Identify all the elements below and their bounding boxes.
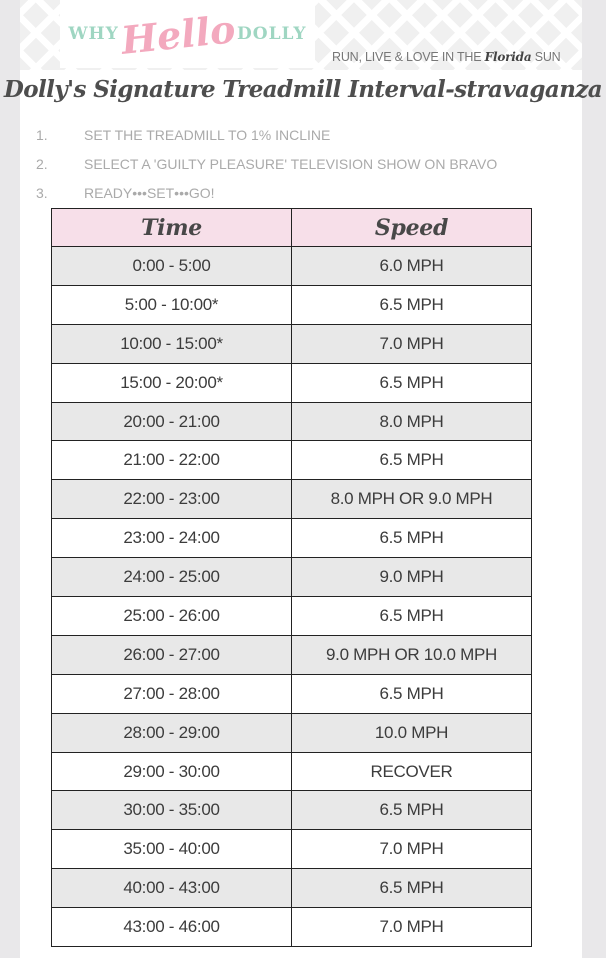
table-row [52, 752, 532, 791]
table-row [52, 402, 532, 441]
step-number: 3. [36, 185, 48, 201]
speed-cell: RECOVER [292, 752, 532, 791]
time-cell: 23:00 - 24:00 [52, 519, 292, 558]
time-cell: 21:00 - 22:00 [52, 441, 292, 480]
speed-column-header: Speed [292, 209, 532, 247]
speed-cell: 9.0 MPH [292, 558, 532, 597]
time-cell: 24:00 - 25:00 [52, 558, 292, 597]
logo-why: WHY [68, 24, 119, 44]
interval-table [51, 208, 532, 947]
table-row [52, 441, 532, 480]
speed-cell: 7.0 MPH [292, 908, 532, 947]
table-row [52, 869, 532, 908]
blog-logo[interactable] [60, 0, 315, 68]
time-cell: 15:00 - 20:00* [52, 363, 292, 402]
time-cell: 35:00 - 40:00 [52, 830, 292, 869]
table-header-row [52, 209, 532, 247]
time-cell: 22:00 - 23:00 [52, 480, 292, 519]
table-row [52, 480, 532, 519]
table-row [52, 791, 532, 830]
instruction-item [36, 153, 497, 182]
tagline-end: SUN [534, 50, 561, 64]
speed-cell: 6.0 MPH [292, 247, 532, 286]
speed-cell: 10.0 MPH [292, 713, 532, 752]
step-number: 2. [36, 156, 48, 172]
table-row [52, 674, 532, 713]
table-row [52, 558, 532, 597]
tagline-florida: Florida [484, 50, 532, 64]
time-cell: 0:00 - 5:00 [52, 247, 292, 286]
time-cell: 20:00 - 21:00 [52, 402, 292, 441]
time-cell: 40:00 - 43:00 [52, 869, 292, 908]
time-cell: 29:00 - 30:00 [52, 752, 292, 791]
instruction-item [36, 124, 497, 153]
instruction-item [36, 182, 497, 211]
logo-dolly: DOLLY [237, 24, 307, 44]
speed-cell: 6.5 MPH [292, 441, 532, 480]
speed-cell: 8.0 MPH OR 9.0 MPH [292, 480, 532, 519]
step-text: SET THE TREADMILL TO 1% INCLINE [84, 127, 331, 143]
time-cell: 26:00 - 27:00 [52, 635, 292, 674]
speed-cell: 6.5 MPH [292, 285, 532, 324]
time-cell: 28:00 - 29:00 [52, 713, 292, 752]
time-cell: 5:00 - 10:00* [52, 285, 292, 324]
table-row [52, 363, 532, 402]
speed-cell: 6.5 MPH [292, 363, 532, 402]
step-number: 1. [36, 127, 48, 143]
speed-cell: 6.5 MPH [292, 869, 532, 908]
speed-cell: 6.5 MPH [292, 791, 532, 830]
speed-cell: 6.5 MPH [292, 674, 532, 713]
table-row [52, 597, 532, 636]
instruction-list [36, 124, 497, 211]
time-cell: 25:00 - 26:00 [52, 597, 292, 636]
time-cell: 43:00 - 46:00 [52, 908, 292, 947]
speed-cell: 7.0 MPH [292, 830, 532, 869]
page-title: Dolly's Signature Treadmill Interval-stravaganza [3, 76, 603, 103]
time-column-header: Time [52, 209, 292, 247]
table-row [52, 285, 532, 324]
table-row [52, 713, 532, 752]
speed-cell: 8.0 MPH [292, 402, 532, 441]
time-cell: 27:00 - 28:00 [52, 674, 292, 713]
step-text: SELECT A 'GUILTY PLEASURE' TELEVISION SHOW ON BRAVO [84, 156, 498, 172]
step-text: READY•••SET•••GO! [84, 185, 215, 201]
table-row [52, 519, 532, 558]
time-cell: 30:00 - 35:00 [52, 791, 292, 830]
speed-cell: 9.0 MPH OR 10.0 MPH [292, 635, 532, 674]
table-row [52, 635, 532, 674]
speed-cell: 6.5 MPH [292, 519, 532, 558]
tagline-start: RUN, LIVE & LOVE IN THE [332, 50, 482, 64]
speed-cell: 6.5 MPH [292, 597, 532, 636]
blog-tagline [332, 50, 560, 64]
table-row [52, 830, 532, 869]
time-cell: 10:00 - 15:00* [52, 324, 292, 363]
speed-cell: 7.0 MPH [292, 324, 532, 363]
table-row [52, 324, 532, 363]
logo-hello: Hello [118, 5, 238, 63]
blog-banner [20, 0, 582, 70]
table-row [52, 247, 532, 286]
table-row [52, 908, 532, 947]
